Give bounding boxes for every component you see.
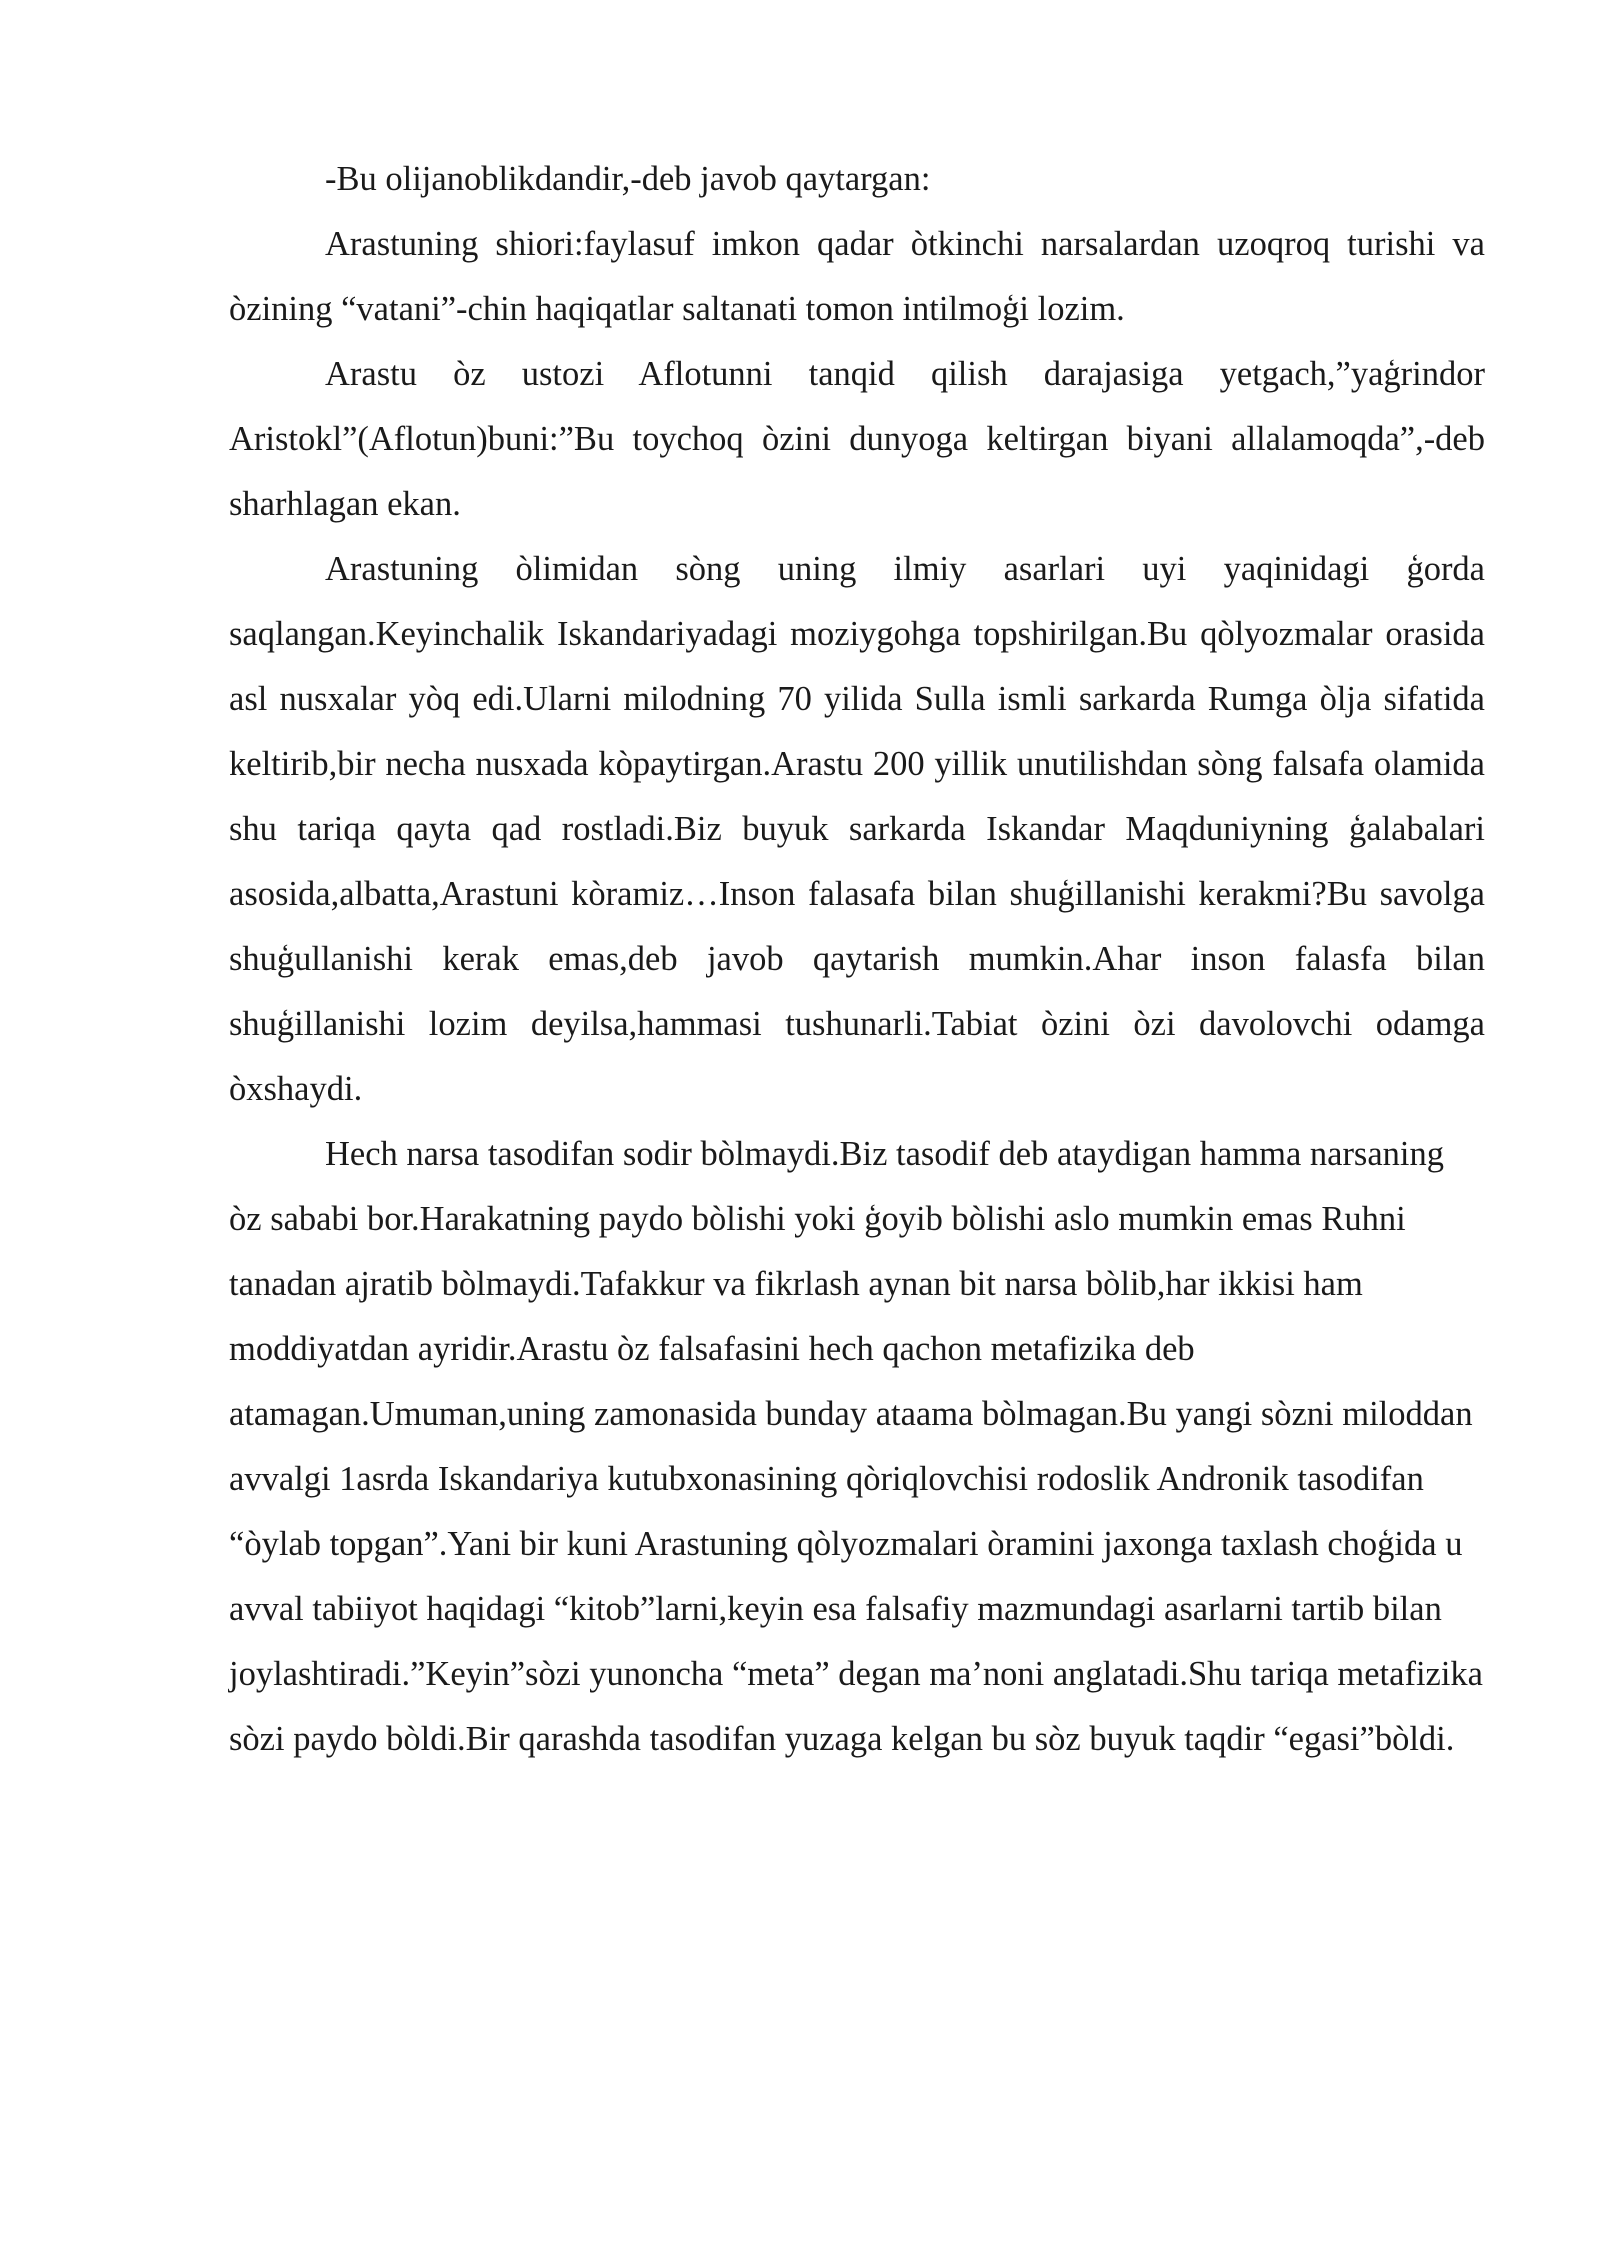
document-body bbox=[229, 147, 1485, 1772]
paragraph-manuscripts: Arastuning òlimidan sòng uning ilmiy asarlari uyi yaqinidagi ģorda saqlangan.Keyinchalik Iskandariyadagi moziygohga topshirilgan.Bu qòlyozmalar orasida asl nusxalar yòq edi.Ularni milodning 70 yilida Sulla ismli sarkarda Rumga òlja sifatida keltirib,bir necha nusxada kòpaytirgan.Arastu 200 yillik unutilishdan sòng falsafa olamida shu tariqa qayta qad rostladi.Biz buyuk sarkarda Iskandar Maqduniyning ģalabalari asosida,albatta,Arastuni kòramiz…Inson falasafa bilan shuģillanishi kerakmi?Bu savolga shuģullanishi kerak emas,deb javob qaytarish mumkin.Ahar inson falasfa bilan shuģillanishi lozim deyilsa,hammasi tushunarli.Tabiat òzini òzi davolovchi odamga òxshaydi. bbox=[229, 550, 1485, 1108]
paragraph-reply: -Bu olijanoblikdandir,-deb javob qaytargan: bbox=[325, 160, 931, 198]
paragraph-criticism: Arastu òz ustozi Aflotunni tanqid qilish darajasiga yetgach,”yaģrindor Aristokl”(Aflotun)buni:”Bu toychoq òzini dunyoga keltirgan biyani allalamoqda”,-deb sharhlagan ekan. bbox=[229, 355, 1485, 523]
paragraph-metaphysics: Hech narsa tasodifan sodir bòlmaydi.Biz tasodif deb ataydigan hamma narsaning òz sababi bor.Harakatning paydo bòlishi yoki ģoyib bòlishi aslo mumkin emas Ruhni tanadan ajratib bòlmaydi.Tafakkur va fikrlash aynan bit narsa bòlib,har ikkisi ham moddiyatdan ayridir.Arastu òz falsafasini hech qachon metafizika deb atamagan.Umuman,uning zamonasida bunday ataama bòlmagan.Bu yangi sòzni miloddan avvalgi 1asrda Iskandariya kutubxonasining qòriqlovchisi rodoslik Andronik tasodifan “òylab topgan”.Yani bir kuni Arastuning qòlyozmalari òramini jaxonga taxlash choģida u avval tabiiyot haqidagi “kitob”larni,keyin esa falsafiy mazmundagi asarlarni tartib bilan joylashtiradi.”Keyin”sòzi yunoncha “meta” degan ma’noni anglatadi.Shu tariqa metafizika sòzi paydo bòldi.Bir qarashda tasodifan yuzaga kelgan bu sòz buyuk taqdir “egasi”bòldi. bbox=[229, 1135, 1483, 1758]
paragraph-motto: Arastuning shiori:faylasuf imkon qadar òtkinchi narsalardan uzoqroq turishi va òzining “vatani”-chin haqiqatlar saltanati tomon intilmoģi lozim. bbox=[229, 225, 1485, 328]
